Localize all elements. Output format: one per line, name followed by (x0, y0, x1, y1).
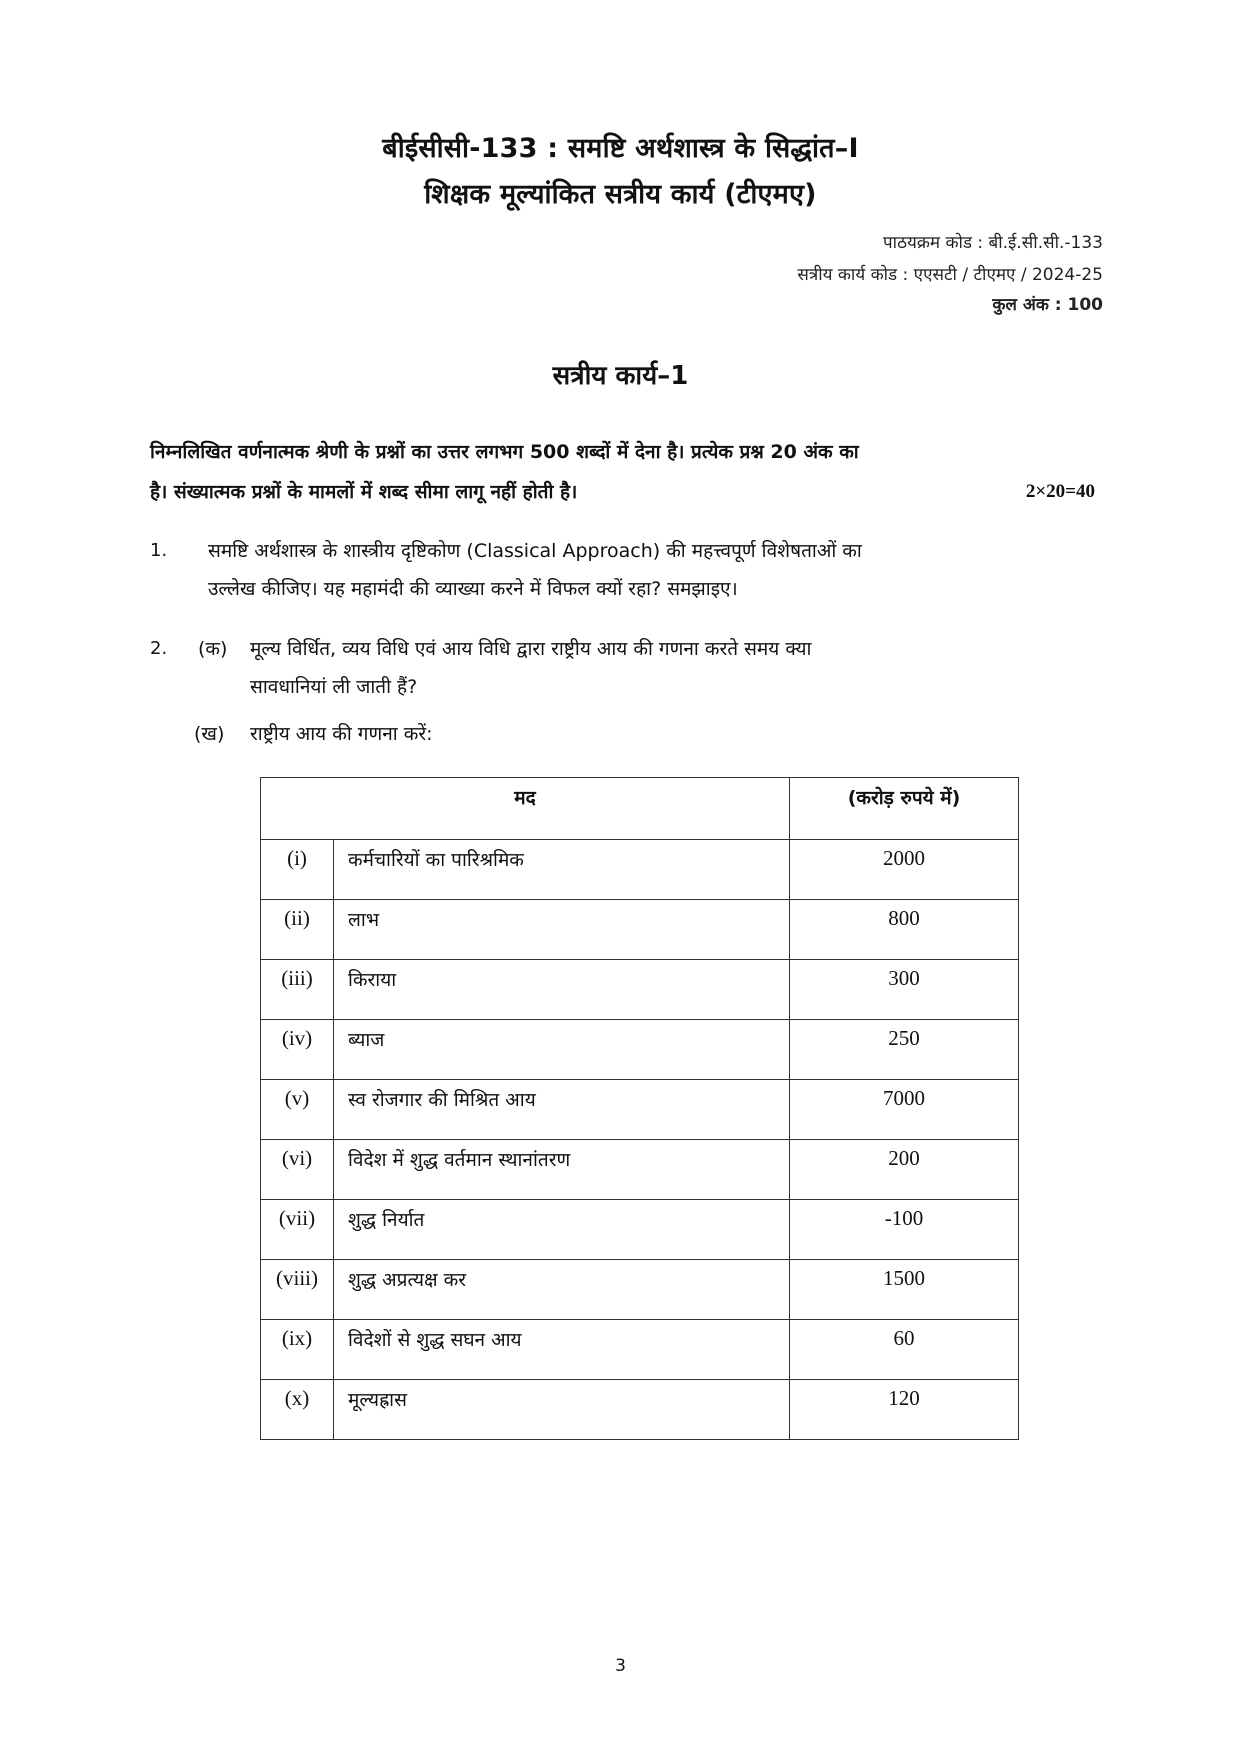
row-item: स्व रोजगार की मिश्रित आय (334, 1080, 790, 1140)
row-item: विदेश में शुद्ध वर्तमान स्थानांतरण (334, 1140, 790, 1200)
instructions-line-2: है। संख्यात्मक प्रश्नों के मामलों में शब्द सीमा लागू नहीं होती है। (150, 481, 578, 503)
row-index: (iv) (261, 1020, 334, 1080)
question-2a-label: (क) (198, 638, 228, 660)
row-index: (iii) (261, 960, 334, 1020)
question-2b-label: (ख) (194, 723, 225, 745)
row-value: 1500 (790, 1260, 1019, 1320)
marks-formula: 2×20=40 (1025, 481, 1095, 502)
header-value: (करोड़ रुपये में) (790, 778, 1019, 840)
table-header-row (261, 778, 1019, 840)
row-value: 300 (790, 960, 1019, 1020)
row-value: 250 (790, 1020, 1019, 1080)
row-value: 60 (790, 1320, 1019, 1380)
question-1-line-2: उल्लेख कीजिए। यह महामंदी की व्याख्या करने में विफल क्यों रहा? समझाइए। (208, 578, 738, 600)
row-value: -100 (790, 1200, 1019, 1260)
row-value: 7000 (790, 1080, 1019, 1140)
page-number: 3 (615, 1656, 626, 1676)
question-1-line-1: समष्टि अर्थशास्त्र के शास्त्रीय दृष्टिकोण (Classical Approach) की महत्त्वपूर्ण विशेषताओं का (208, 540, 862, 562)
row-item: ब्याज (334, 1020, 790, 1080)
assignment-code: सत्रीय कार्य कोड : एएसटी / टीएमए / 2024-25 (797, 265, 1103, 285)
national-income-table (260, 777, 1019, 1440)
row-value: 200 (790, 1140, 1019, 1200)
row-item: मूल्यह्रास (334, 1380, 790, 1440)
table-row (261, 900, 1019, 960)
row-index: (viii) (261, 1260, 334, 1320)
row-index: (v) (261, 1080, 334, 1140)
document-subtitle: शिक्षक मूल्यांकित सत्रीय कार्य (टीएमए) (424, 179, 817, 210)
document-title: बीईसीसी-133 : समष्टि अर्थशास्त्र के सिद्धांत–I (382, 133, 859, 164)
row-index: (i) (261, 840, 334, 900)
question-2a-line-2: सावधानियां ली जाती हैं? (250, 676, 418, 698)
table-row (261, 1200, 1019, 1260)
header-item: मद (261, 778, 790, 840)
question-2b-text: राष्ट्रीय आय की गणना करें: (250, 723, 433, 745)
table-row (261, 840, 1019, 900)
total-marks: कुल अंक : 100 (992, 295, 1103, 315)
row-item: शुद्ध निर्यात (334, 1200, 790, 1260)
row-item: शुद्ध अप्रत्यक्ष कर (334, 1260, 790, 1320)
course-code: पाठयक्रम कोड : बी.ई.सी.सी.-133 (883, 233, 1103, 253)
row-item: लाभ (334, 900, 790, 960)
row-item: विदेशों से शुद्ध सघन आय (334, 1320, 790, 1380)
table-row (261, 1080, 1019, 1140)
row-value: 2000 (790, 840, 1019, 900)
row-value: 800 (790, 900, 1019, 960)
table-row (261, 1260, 1019, 1320)
row-index: (vii) (261, 1200, 334, 1260)
question-2-number: 2. (150, 638, 168, 659)
instructions-line-1: निम्नलिखित वर्णनात्मक श्रेणी के प्रश्नों का उत्तर लगभग 500 शब्दों में देना है। प्रत्येक प्रश्न 20 अंक का (150, 441, 859, 463)
question-1-number: 1. (150, 540, 168, 561)
row-item: किराया (334, 960, 790, 1020)
section-title: सत्रीय कार्य–1 (552, 361, 689, 391)
table-row (261, 960, 1019, 1020)
row-index: (vi) (261, 1140, 334, 1200)
question-2a-line-1: मूल्य विर्धित, व्यय विधि एवं आय विधि द्वारा राष्ट्रीय आय की गणना करते समय क्या (250, 638, 812, 660)
table-row (261, 1380, 1019, 1440)
row-index: (x) (261, 1380, 334, 1440)
row-index: (ix) (261, 1320, 334, 1380)
row-item: कर्मचारियों का पारिश्रमिक (334, 840, 790, 900)
row-index: (ii) (261, 900, 334, 960)
table-row (261, 1140, 1019, 1200)
row-value: 120 (790, 1380, 1019, 1440)
table-row (261, 1320, 1019, 1380)
table-row (261, 1020, 1019, 1080)
